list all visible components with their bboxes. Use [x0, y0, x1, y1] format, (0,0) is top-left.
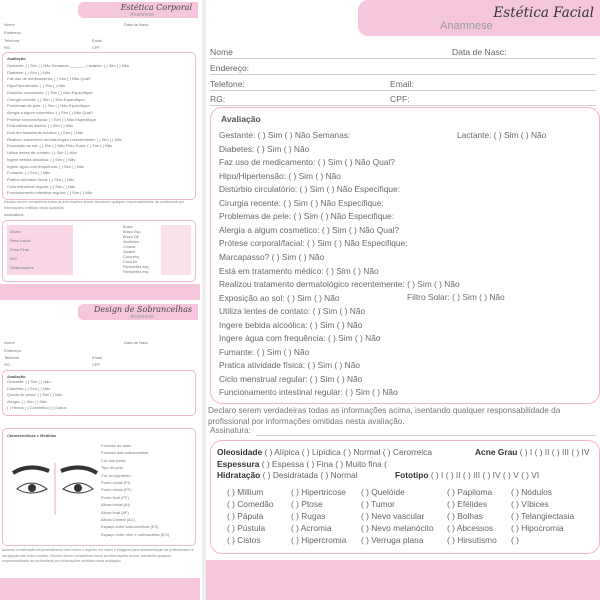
eyebrow-diagram	[7, 459, 103, 519]
corporal-question: Pratica atividade física: ( ) Sim ( ) Não	[7, 176, 75, 182]
field-telefone-line[interactable]	[210, 90, 596, 91]
field-rg-label: RG:	[210, 94, 226, 104]
evaluation-question[interactable]: Diabetes: ( ) Sim ( ) Não	[219, 143, 310, 154]
corporal-sheet	[0, 0, 200, 300]
corporal-field-nome: Nome	[4, 22, 15, 27]
oleosidade-options[interactable]: ( ) Alípica ( ) Lipídica ( ) Normal ( ) Cerorreica	[264, 447, 433, 457]
corporal-question: Realizou tratamento dermatológico recentemente: ( ) Sim ( ) Não	[7, 136, 122, 142]
corporal-region-label: Braço Dir	[123, 235, 139, 239]
corporal-question: Ciclo menstrual regular: ( ) Sim ( ) Não	[7, 183, 76, 189]
question-filtro-solar[interactable]: Filtro Solar: ( ) Sim ( ) Não	[407, 292, 505, 302]
evaluation-question[interactable]: Problemas de pele: ( ) Sim ( ) Não Especifique:	[219, 211, 395, 222]
corporal-measure-label: Peso Inicial	[10, 238, 31, 243]
skin-lesion-option[interactable]: ( ) Quelóide	[361, 487, 405, 497]
skin-lesion-option[interactable]: ( ) Telangiectasia	[511, 511, 575, 521]
skin-lesion-option[interactable]: ( ) Pústula	[227, 523, 266, 533]
evaluation-question[interactable]: Prótese corporal/facial: ( ) Sim ( ) Não Especifique:	[219, 238, 408, 249]
corporal-question: Utiliza lentes de contato: ( ) Sim ( ) Não	[7, 150, 77, 156]
sobrancelhas-char-line: Cor do pigmento	[101, 472, 131, 478]
corporal-regions-grid	[161, 225, 191, 275]
evaluation-question[interactable]: Alergia a algum cosmetico: ( ) Sim ( ) Não Qual?	[219, 224, 400, 235]
facial-header	[358, 0, 600, 36]
corporal-question: Alergia a algum cosmético: ( ) Sim ( ) Não Qual?	[7, 109, 94, 115]
skin-lesion-option[interactable]: ( ) Efélides	[447, 499, 488, 509]
sobrancelhas-field-nome: Nome	[4, 340, 15, 345]
acne-label: Acne Grau	[475, 447, 518, 457]
facial-title: Estética Facial	[493, 5, 594, 21]
signature-line[interactable]	[256, 435, 596, 436]
corporal-region-label: Abdômen	[123, 240, 140, 244]
sobrancelhas-char-line: Ponto final (PF)	[101, 494, 129, 500]
evaluation-title: Avaliação	[221, 114, 261, 124]
skin-lesion-option[interactable]: ( ) Hipercromia	[291, 535, 347, 545]
field-cpf-label: CPF:	[390, 94, 410, 104]
corporal-region-label: Panturrilha esq	[123, 270, 149, 274]
corporal-question: Fumante: ( ) Sim ( ) Não	[7, 170, 51, 176]
evaluation-question[interactable]: Distúrbio circulatório: ( ) Sim ( ) Não Especifique:	[219, 184, 401, 195]
sobrancelhas-char-line: Altura inicial (AI)	[101, 502, 131, 508]
field-nome-label: Nome	[210, 47, 233, 57]
hidratacao-options[interactable]: ( ) Desidratada ( ) Normal	[262, 470, 358, 480]
sobrancelhas-char-line: Ponto inicial (PI)	[101, 480, 131, 485]
hidratacao-row	[217, 470, 358, 480]
sobrancelhas-section-title: Avaliação	[7, 374, 26, 379]
skin-lesion-option[interactable]: ( ) Papiloma	[447, 487, 493, 497]
skin-lesion-option[interactable]: ( ) Tumor	[361, 499, 395, 509]
field-nome-line[interactable]	[210, 58, 596, 59]
corporal-region-label: Coxa esq	[123, 255, 140, 259]
corporal-evaluation-box	[2, 52, 196, 200]
corporal-measures-box	[2, 220, 196, 282]
skin-evaluation-box	[210, 440, 600, 554]
evaluation-question[interactable]: Cirurgia recente: ( ) Sim ( ) Não Especifique:	[219, 197, 384, 208]
sobrancelhas-char-line: Altura Central (AC)	[101, 517, 135, 522]
skin-lesion-option[interactable]: ( ) Nevo melanócito	[361, 523, 434, 533]
sobrancelhas-field-email: Email	[92, 355, 103, 360]
evaluation-question[interactable]: Ingere água com frequência: ( ) Sim ( ) Não	[219, 333, 381, 344]
corporal-region-label: Cintura	[123, 245, 136, 249]
sobrancelhas-subtitle: Anamnese	[130, 314, 154, 320]
corporal-measure-label: IMC	[10, 256, 18, 261]
skin-lesion-option[interactable]: ( ) Nevo vascular	[361, 511, 425, 521]
evaluation-question[interactable]: Pratica atividade física: ( ) Sim ( ) Não	[219, 360, 361, 371]
evaluation-question[interactable]: Gestante: ( ) Sim ( ) Não Semanas:	[219, 130, 351, 140]
corporal-question: Está utilizando ácidos: ( ) Sim ( ) Não	[7, 123, 74, 129]
skin-lesion-option[interactable]: ( ) Nódulos	[511, 487, 552, 497]
corporal-question: Problemas de pele: ( ) Sim ( ) Não Especifique:	[7, 103, 91, 109]
corporal-question: Faz uso de medicamento: ( ) Sim ( ) Não Qual?	[7, 76, 92, 82]
corporal-measure-label: Altura	[10, 229, 21, 234]
fototipo-label: Fototipo	[395, 470, 429, 480]
skin-lesion-option[interactable]: ( ) Comedão	[227, 499, 274, 509]
skin-lesion-option[interactable]: ( ) Acromia	[291, 523, 332, 533]
corporal-measure-label: Peso Final	[10, 247, 29, 252]
sobrancelhas-field-cpf: CPF	[92, 362, 100, 367]
skin-lesion-option[interactable]: ( ) Pápula	[227, 511, 264, 521]
sobrancelhas-char-line: Tipo de pelo	[101, 465, 123, 471]
sobrancelhas-question: Queda de pelos: ( ) Sim ( ) Não	[7, 392, 63, 398]
declaration-text: Declaro serem verdadeiras todas as informações acima, isentando qualquer responsabilidade da profissional por informações omitidas nesta avaliação.	[208, 406, 561, 426]
sobrancelhas-char-line: Cor dos pelos	[101, 457, 126, 463]
skin-lesion-option[interactable]: ( )	[511, 535, 519, 545]
fototipo-options[interactable]: ( ) I ( ) II ( ) III ( ) IV ( ) V ( ) VI	[430, 470, 540, 480]
evaluation-question[interactable]: Ciclo menstrual regular: ( ) Sim ( ) Não	[219, 373, 363, 384]
field-rg-line[interactable]	[210, 105, 596, 106]
corporal-field-rg: RG:	[4, 45, 12, 50]
field-email-label: Email:	[390, 79, 414, 89]
corporal-header	[78, 2, 198, 18]
sobrancelhas-char-title: Características e Medidas	[7, 433, 57, 438]
sobrancelhas-header	[78, 304, 198, 320]
sobrancelhas-char-line: Espaço entre olho e sobrancelha (EO)	[101, 531, 170, 537]
acne-options[interactable]: ( ) I ( ) II ( ) III ( ) IV	[519, 447, 590, 457]
signature-label: Assinatura:	[210, 426, 251, 435]
corporal-question: Cirurgia recente: ( ) Sim ( ) Não Especifique:	[7, 96, 86, 102]
corporal-question: Exposição ao sol: ( ) Sim ( ) Não Filtro Solar: ( ) Sim ( ) Não	[7, 143, 113, 149]
sobrancelhas-consent: Autorizo a realização do procedimento bem como o registro em vídeo e imagens para documentação da profissional e a divulgação nas redes sociais. Declaro serem verdadeiras todas as informações acima, isentando qualquer responsabilidade da profissional por informações omitidas nesta avaliação.	[2, 548, 194, 564]
evaluation-question[interactable]: Utiliza lentes de contato: ( ) Sim ( ) Não	[219, 306, 366, 317]
fototipo-row	[395, 470, 539, 480]
corporal-signature: Assinatura:	[4, 212, 25, 217]
evaluation-question[interactable]: Realizou tratamento dermatológico recentemente: ( ) Sim ( ) Não	[219, 279, 460, 290]
corporal-region-label: Braço Esq	[123, 230, 141, 234]
field-nasc-label: Data de Nasc:	[452, 47, 507, 57]
corporal-question: Ingere bebida alcoólica: ( ) Sim ( ) Não	[7, 156, 76, 162]
evaluation-question[interactable]: Exposição ao sol: ( ) Sim ( ) Não	[219, 292, 340, 303]
oleosidade-label: Oleosidade	[217, 447, 263, 457]
field-endereco-label: Endereço:	[210, 63, 250, 73]
sobrancelhas-char-line: Formato do rosto	[101, 443, 132, 448]
oleosidade-row	[217, 447, 432, 457]
facial-subtitle: Anamnese	[440, 20, 493, 32]
corporal-field-telefone: Telefone:	[4, 38, 21, 43]
sobrancelhas-question: Alergia: ( ) Sim ( ) Não	[7, 398, 47, 404]
skin-lesion-option[interactable]: ( ) Hipocromia	[511, 523, 564, 533]
facial-sheet	[206, 0, 600, 600]
hidratacao-label: Hidratação	[217, 470, 261, 480]
evaluation-question[interactable]: Funcionamento intestinal regular: ( ) Sim ( ) Não	[219, 387, 398, 398]
skin-lesion-option[interactable]: ( ) Millium	[227, 487, 264, 497]
sobrancelhas-char-line: Formato das sobrancelhas	[101, 450, 149, 456]
corporal-question: Diabetes: ( ) Sim ( ) Não	[7, 69, 51, 75]
field-endereco-line[interactable]	[210, 74, 596, 75]
right-iris	[74, 484, 82, 492]
corporal-question: Hipo/Hipertensão: ( ) Sim ( ) Não	[7, 83, 66, 89]
skin-lesion-option[interactable]: ( ) Abcessos	[447, 523, 494, 533]
sobrancelhas-sheet	[0, 302, 200, 600]
sobrancelhas-field-telefone: Telefone	[4, 355, 20, 360]
skin-lesion-option[interactable]: ( ) Bolhas	[447, 511, 483, 521]
evaluation-question[interactable]: Hipo/Hipertensão: ( ) Sim ( ) Não	[219, 170, 341, 181]
sobrancelhas-field-nasc: Data de Nasc	[124, 340, 149, 345]
corporal-measure-label: Observações	[10, 265, 34, 270]
corporal-title: Estética Corporal	[120, 3, 192, 12]
left-iris	[28, 484, 36, 492]
corporal-question: Gestante: ( ) Sim ( ) Não Semanas:_______ Lactante: ( ) Sim ( ) Não	[7, 63, 130, 68]
question-lactante[interactable]: Lactante: ( ) Sim ( ) Não	[457, 130, 547, 140]
corporal-field-endereco: Endereço	[4, 30, 22, 35]
sobrancelhas-question: Gestante: ( ) Sim ( ) Não	[7, 379, 51, 384]
corporal-question: Está em tratamento médico: ( ) Sim ( ) Não	[7, 130, 84, 135]
sobrancelhas-char-line: Altura final (AF)	[101, 509, 129, 515]
corporal-footer-band	[0, 284, 200, 300]
skin-lesion-option[interactable]: ( ) Rugas	[291, 511, 326, 521]
corporal-section-title: Avaliação	[7, 56, 26, 61]
evaluation-question[interactable]: Está em tratamento médico: ( ) Sim ( ) Não	[219, 265, 379, 276]
corporal-field-nasc: Data de Nasc:	[124, 22, 150, 27]
skin-lesion-option[interactable]: ( ) Cistos	[227, 535, 261, 545]
espessura-row	[217, 459, 387, 469]
left-eyebrow-shape	[13, 467, 49, 473]
sobrancelhas-field-rg: RG	[4, 362, 10, 367]
skin-lesion-option[interactable]: ( ) Verruga plana	[361, 535, 424, 545]
corporal-field-cpf: CPF	[92, 45, 100, 50]
sobrancelhas-question: ( ) Henna ( ) Cosmético ( ) Outros	[7, 405, 67, 411]
evaluation-question[interactable]: Fumante: ( ) Sim ( ) Não	[219, 346, 310, 357]
sobrancelhas-evaluation-box	[2, 370, 196, 416]
espessura-label: Espessura	[217, 459, 260, 469]
field-telefone-label: Telefone:	[210, 79, 245, 89]
sobrancelhas-char-line: Espaço entre sobrancelhas (ES)	[101, 524, 159, 530]
corporal-question: Funcionamento intestinal regular: ( ) Sim ( ) Não	[7, 190, 93, 196]
sobrancelhas-field-endereco: Endereço	[4, 348, 22, 353]
corporal-region-label: Quadril	[123, 250, 136, 254]
corporal-region-label: Busto	[123, 225, 133, 229]
corporal-declaration: Declaro serem verdadeiras todas as informações acima, isentando qualquer responsabilidade da profissional por informações omitidas nesta avaliação.	[4, 200, 184, 210]
acne-row	[475, 447, 589, 457]
corporal-region-label: Panturrilha esq	[123, 265, 149, 269]
evaluation-question[interactable]: Marcapasso? ( ) Sim ( ) Não	[219, 251, 325, 262]
sobrancelhas-title: Design de Sobrancelhas	[94, 305, 192, 314]
corporal-region-label: Coxa dir	[123, 260, 138, 264]
corporal-subtitle: Anamnese	[130, 12, 154, 18]
corporal-field-email: Email	[92, 38, 103, 43]
right-eyebrow-shape	[61, 467, 97, 473]
sobrancelhas-question: Diabetes: ( ) Sim ( ) Não	[7, 385, 51, 391]
skin-lesion-option[interactable]: ( ) Ptose	[291, 499, 323, 509]
sobrancelhas-footer-band	[0, 578, 200, 600]
corporal-question: Distúrbio circulatório: ( ) Sim ( ) Não Especifique:	[7, 89, 94, 95]
espessura-options[interactable]: ( ) Espessa ( ) Fina ( ) Muito fina (	[261, 459, 387, 469]
sobrancelhas-characteristics-box	[2, 428, 196, 546]
skin-lesion-option[interactable]: ( ) Hirsutismo	[447, 535, 497, 545]
evaluation-question[interactable]: Ingere bebida alcoólica: ( ) Sim ( ) Não	[219, 319, 363, 330]
evaluation-question[interactable]: Faz uso de medicamento: ( ) Sim ( ) Não Qual?	[219, 157, 395, 168]
corporal-question: Prótese corporal/facial: ( ) Sim ( ) Não Especifique:	[7, 116, 98, 122]
evaluation-box	[210, 107, 600, 404]
skin-lesion-option[interactable]: ( ) Hipertricose	[291, 487, 346, 497]
skin-lesion-option[interactable]: ( ) Víbices	[511, 499, 549, 509]
corporal-question: Ingere água com frequência: ( ) Sim ( ) Não	[7, 163, 85, 169]
sobrancelhas-char-line: Ponto inicial (PF)	[101, 487, 132, 493]
facial-footer-band	[206, 560, 600, 600]
